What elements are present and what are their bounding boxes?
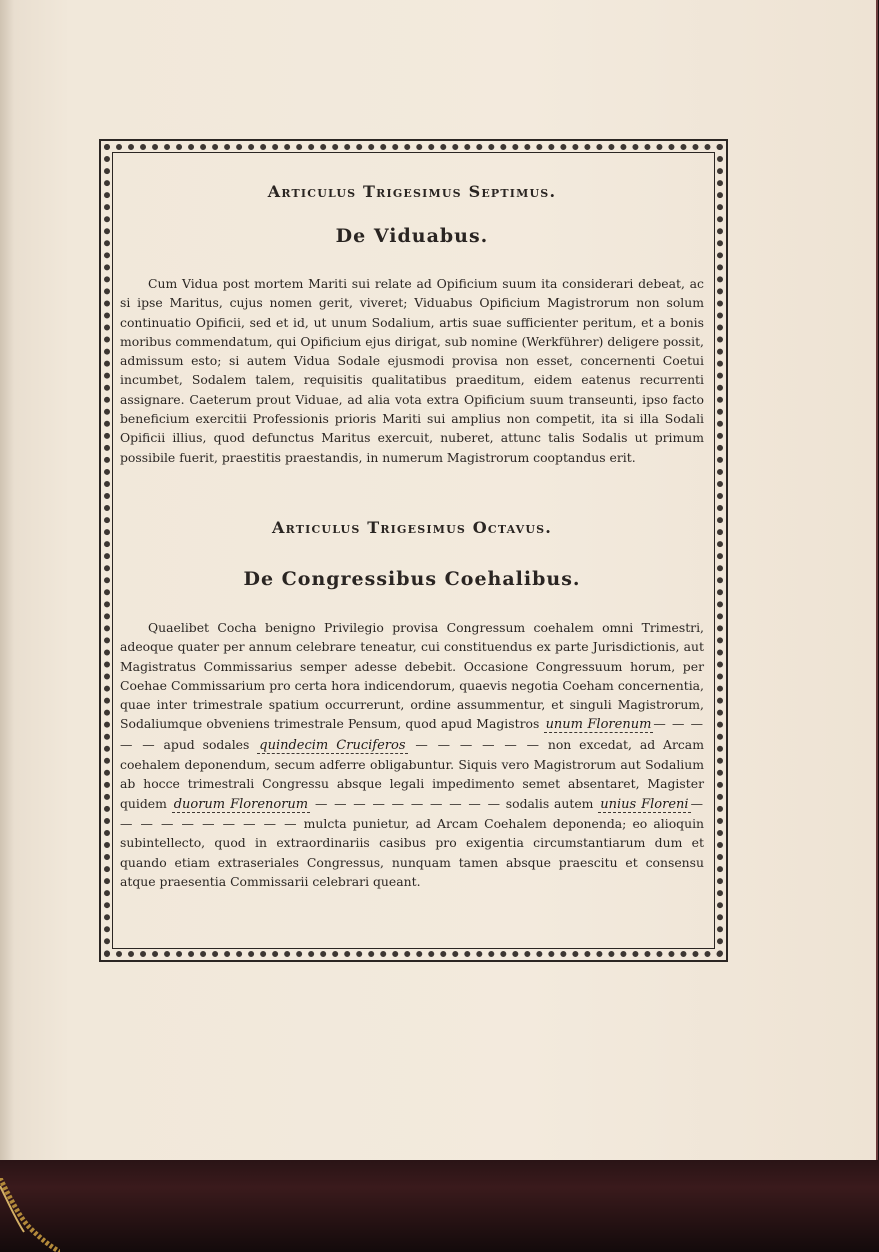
document-text-block	[116, 168, 708, 891]
article-38-subtitle: De Congressibus Coehalibus.	[243, 567, 581, 590]
article-38-text-2: apud sodales	[163, 736, 250, 752]
page-gutter-shadow	[0, 0, 14, 1160]
bookmark-ribbon-icon	[0, 1178, 60, 1252]
handwritten-fine-journeymen: unius Floreni	[600, 796, 689, 812]
article-37-title: Articulus Trigesimus Septimus.	[267, 182, 557, 201]
blank-dashes-2: — — — — — —	[415, 736, 540, 752]
book-cover-edge	[0, 1160, 879, 1252]
blank-dashes-1: — — — — —	[120, 716, 704, 752]
article-38-text-1: Quaelibet Cocha benigno Privilegio provisa Congressum coehalem omni Trimestri, adeoque quater per annum celebrare teneatur, cui constituendus ex parte Jurisdictionis, aut Magistratus Commissarius semper adesse debebit. Occasione Congressuum horum, per Coehae Commissarium pro certa hora indicendorum, quaevis negotia Coeham concernentia, quae inter trimestrale spatium occurrerunt, ordine assummentur, et singuli Magistrorum, Sodaliumque obveniens trimestrale Pensum, quod apud Magistros	[120, 619, 704, 732]
article-38-body	[116, 618, 708, 891]
article-38-text-4: sodalis autem	[505, 795, 594, 811]
handwritten-fee-masters: unum Florenum	[545, 717, 652, 733]
article-38-title: Articulus Trigesimus Octavus.	[271, 517, 553, 537]
article-37-subtitle: De Viduabus.	[335, 225, 489, 247]
article-37-body: Cum Vidua post mortem Mariti sui relate ad Opificium suum ita considerari debeat, ac si ipse Maritus, cujus nomen gerit, viveret; Viduabus Opificium Magistrorum non solum continuatio Opificii, sed et id, ut unum Sodalium, artis suae sufficienter peritum, et a bonis moribus commendatum, qui Opificium ejus dirigat, sub nomine (Werkführer) deligere possit, admissum esto; si autem Vidua Sodale ejusmodi provisa non esset, concernenti Coetui incumbet, Sodalem talem, requisitis qualitatibus praeditum, eidem eatenus recurrenti assignare. Caeterum prout Viduae, ad alia vota extra Opificium suum transeunti, ipso facto beneficium exercitii Professionis prioris Mariti sui amplius non competit, ita si illa Sodali Opificii illius, quod defunctus Maritus exercuit, nuberet, attunc talis Sodalis ut primum possibile fuerit, praestitis praestandis, in numerum Magistrorum cooptandus erit.	[120, 276, 704, 465]
blank-dashes-3: — — — — — — — — — —	[314, 795, 501, 811]
blank-dashes-4: — — — — — — — — — —	[120, 795, 704, 831]
handwritten-fine-masters: duorum Florenorum	[173, 796, 309, 812]
article-38-text-3: non excedat, ad Arcam coehalem deponendum, secum adferre obligabuntur. Siquis vero Magistrorum aut Sodalium ab hocce trimestrali Congressu absque legali impedimento semet absentaret, Magister quidem	[120, 736, 704, 811]
handwritten-fee-journeymen: quindecim Cruciferos	[259, 737, 406, 753]
article-38-text-5: mulcta punietur, ad Arcam Coehalem deponenda; eo alioquin subintellecto, quod in extraordinariis casibus pro exigentia circumstantiarum dum et quando etiam extraseriales Congressus, nunquam tamen absque praescitu et consensu atque praesentia Commissarii celebrari queant.	[120, 815, 705, 889]
